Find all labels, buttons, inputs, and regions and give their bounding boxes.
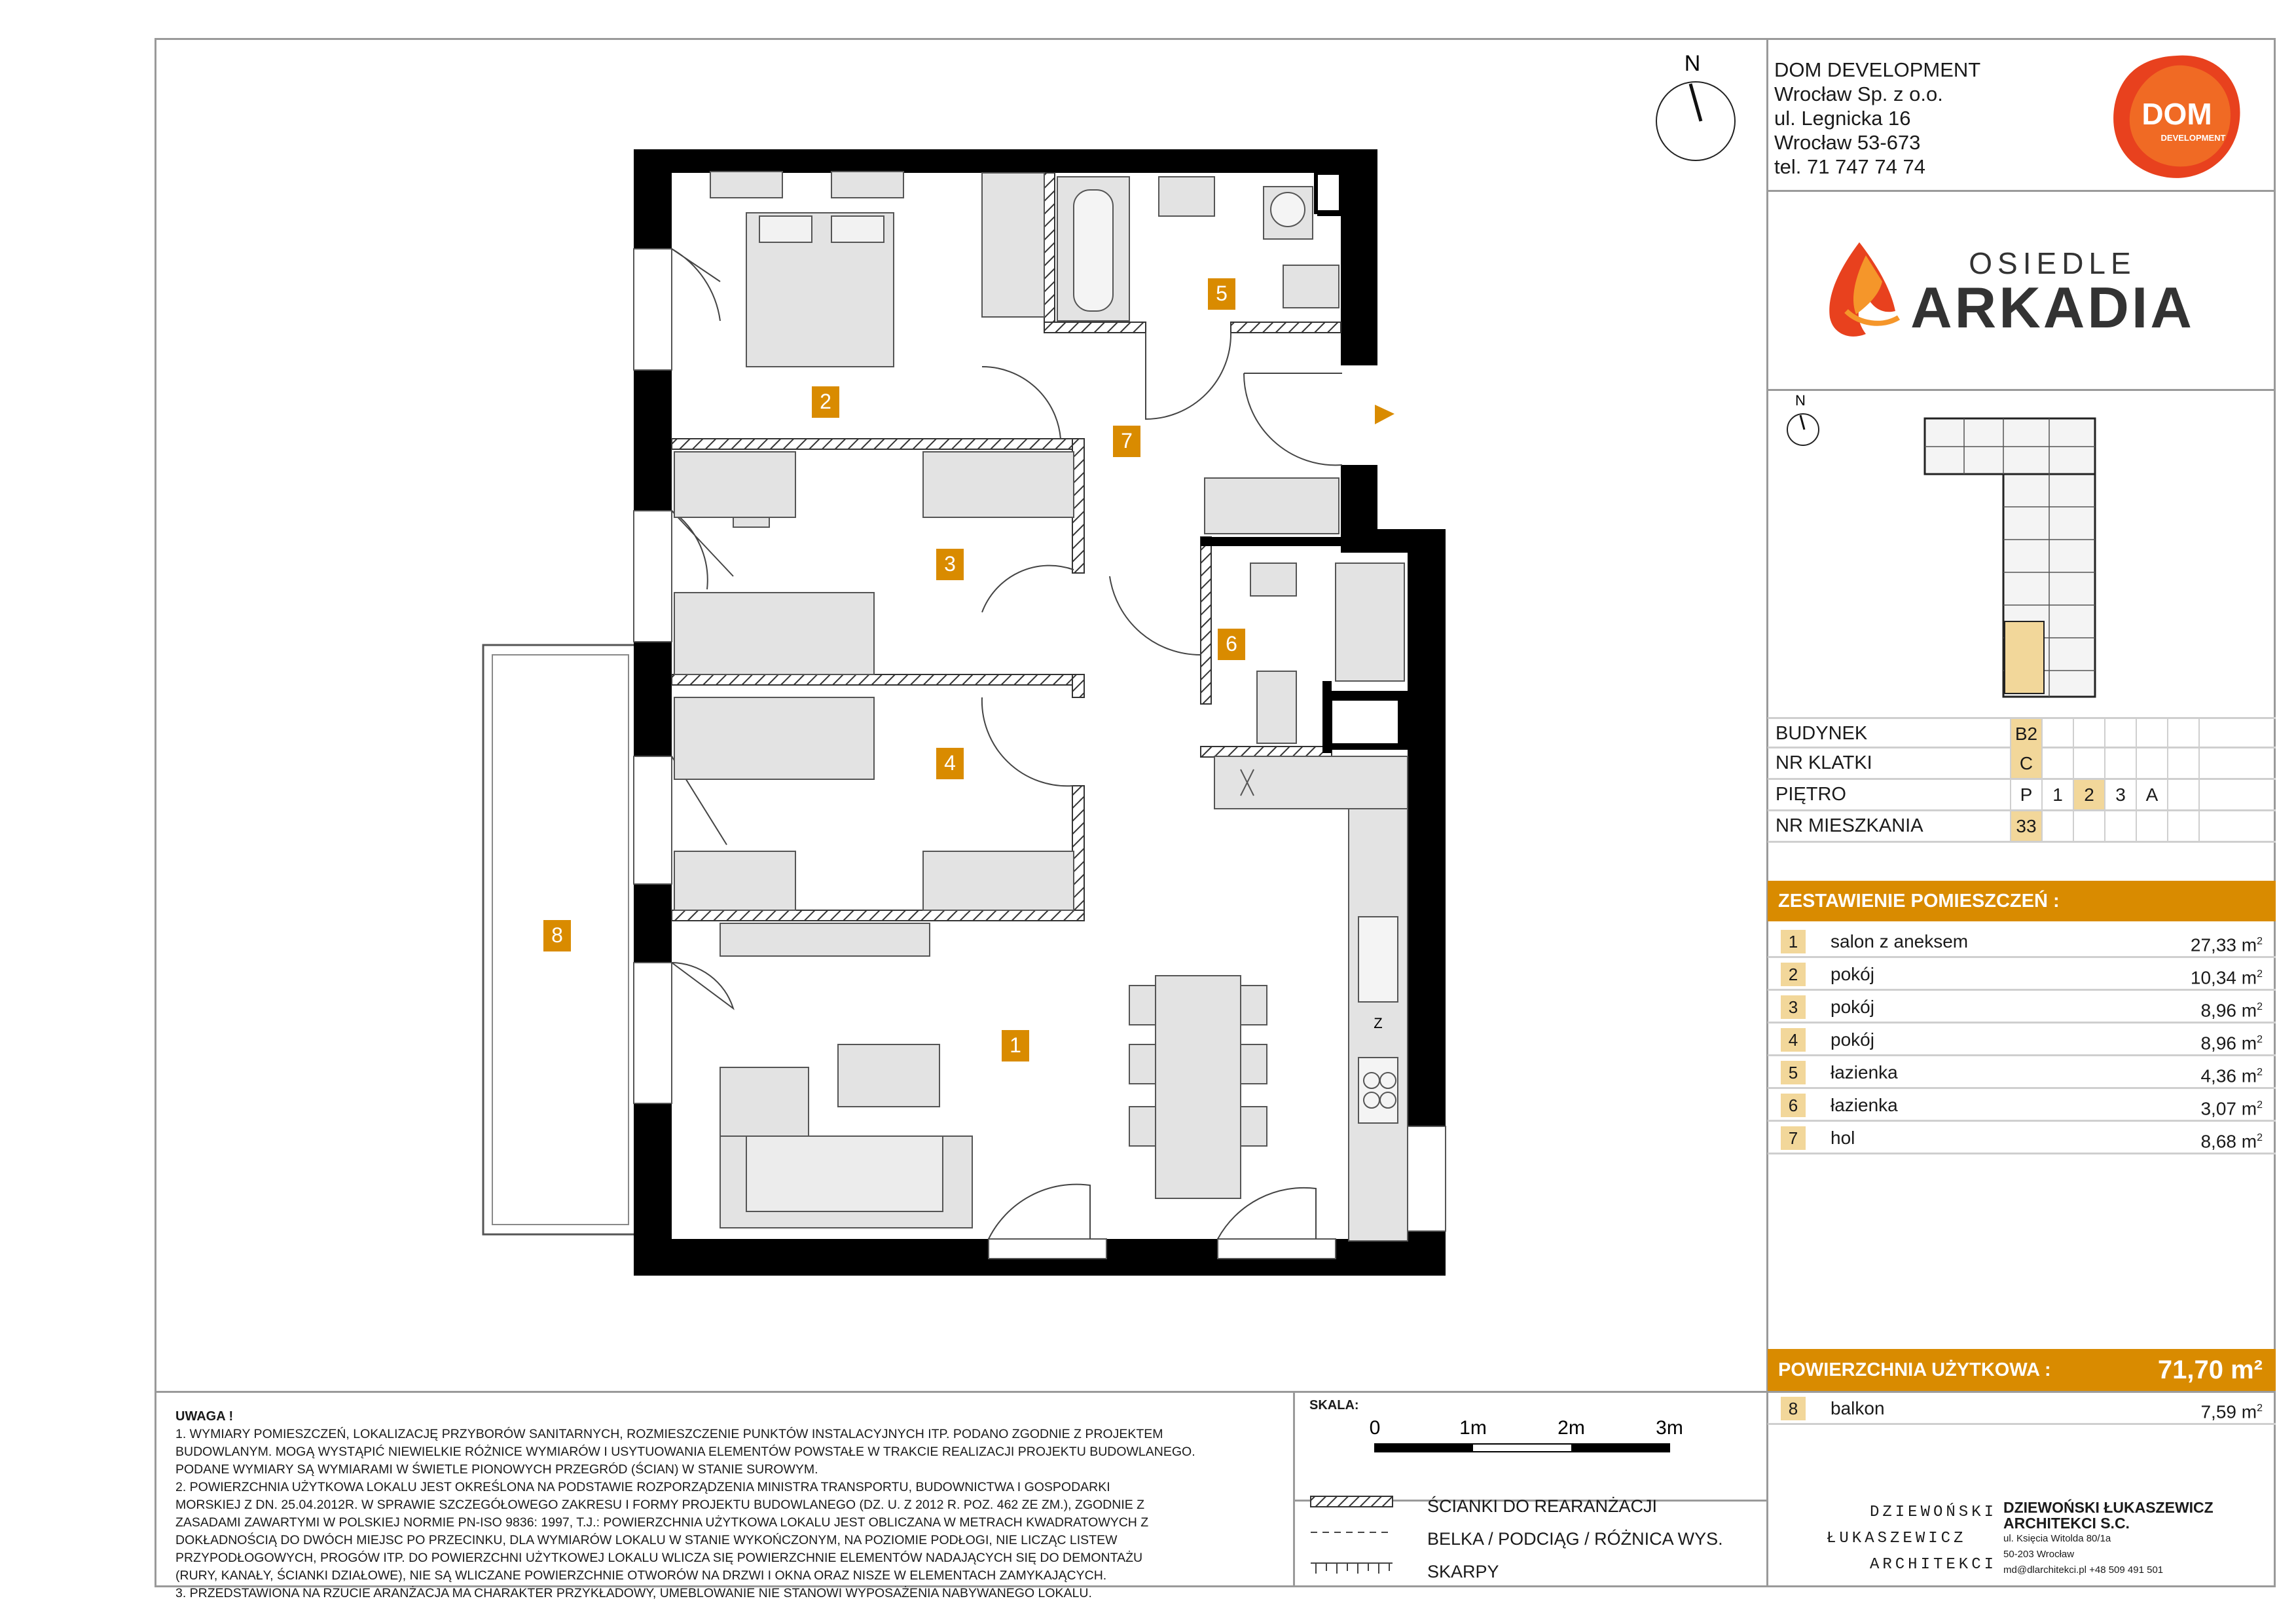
- empty-cell: [2104, 811, 2136, 841]
- architect-address: ul. Księcia Witolda 80/1a: [2003, 1533, 2111, 1544]
- entrance-marker: [1375, 405, 1394, 424]
- empty-cell: [2041, 748, 2073, 778]
- room-name: balkon: [1831, 1398, 1885, 1418]
- total-area-value: 71,70 m²: [2157, 1356, 2263, 1384]
- key-plan-north: N: [1795, 392, 1806, 409]
- apartment-value: 33: [2010, 811, 2041, 841]
- room-row: [1768, 1123, 2276, 1154]
- architect-logo-line: ŁUKASZEWICZ: [1827, 1530, 1967, 1547]
- note-line: PRZYPODŁOGOWYCH, PROGÓW ITP. DO POWIERZCHNI UŻYTKOWEJ LOKALU WLICZA SIĘ POWIERZCHNIE ELEMENTÓW NADAJĄCYCH SIĘ DO DEMONTAŻU: [175, 1551, 1143, 1565]
- room-name: pokój: [1831, 997, 1874, 1017]
- staircase-label: NR KLATKI: [1776, 752, 1872, 773]
- floor-option: 3: [2104, 780, 2136, 809]
- empty-cell: [2198, 719, 2230, 748]
- area-unit: m: [2241, 967, 2257, 988]
- dom-logo-subtext: DEVELOPMENT: [2160, 133, 2226, 143]
- shaft-5: [1316, 173, 1341, 212]
- sidebar-bottom-divider: [1766, 1391, 2276, 1393]
- room-label-1: 1: [1010, 1033, 1021, 1057]
- architect-info: [2003, 1500, 2214, 1578]
- scale-title: SKALA:: [1309, 1398, 1359, 1412]
- company-line: Wrocław Sp. z o.o.: [1774, 83, 1943, 105]
- dom-development-logo: [2105, 49, 2249, 187]
- fridge-label: Z: [1374, 1015, 1383, 1031]
- room-area-wrap: 7,59 $m^2$: [2200, 1401, 2263, 1422]
- total-area-bar: [1768, 1349, 2276, 1391]
- room-row: [1768, 927, 2276, 958]
- room-number: 1: [1781, 930, 1806, 953]
- architect-name: ARCHITEKCI S.C.: [2003, 1515, 2130, 1532]
- area-unit: m: [2241, 1401, 2257, 1422]
- info-row-floor: [1768, 780, 2276, 811]
- empty-cell: [2167, 811, 2198, 841]
- room-row: [1768, 1090, 2276, 1122]
- info-row-building: [1768, 717, 2276, 748]
- empty-cell: [2073, 811, 2104, 841]
- room-number: 8: [1781, 1397, 1806, 1420]
- staircase-value: C: [2010, 748, 2041, 778]
- room-label-5: 5: [1216, 282, 1228, 305]
- shaft: [1332, 701, 1398, 743]
- room-area: 8,96: [2200, 1033, 2236, 1054]
- note-line: 1. WYMIARY POMIESZCZEŃ, LOKALIZACJĘ PRZYBORÓW SANITARNYCH, ROZMIESZCZENIE PUNKTÓW INSTALACYJNYCH ITP. PODANO ZGODNIE Z PROJEKTEM: [175, 1427, 1163, 1441]
- empty-cell: [2198, 811, 2230, 841]
- company-info: [1774, 58, 1980, 179]
- scale-tick: 3m: [1656, 1417, 1683, 1439]
- note-line: PODANE WYMIARY SĄ WYMIARAMI W ŚWIETLE PIONOWYCH PRZEGRÓD (ŚCIAN) W STANIE SUROWYM.: [175, 1462, 818, 1477]
- room-area: 27,33: [2190, 934, 2236, 955]
- dom-logo-text: DOM: [2141, 97, 2212, 131]
- room-area: 3,07: [2200, 1098, 2236, 1119]
- legend-symbols: [1309, 1490, 1394, 1581]
- architect-block: [1827, 1500, 2246, 1578]
- area-unit: m: [2241, 1098, 2257, 1119]
- header-divider-1: [1766, 190, 2276, 192]
- architect-logo-line: DZIEWOŃSKI: [1869, 1504, 1997, 1521]
- rooms-summary-header: ZESTAWIENIE POMIESZCZEŃ :: [1768, 881, 2276, 921]
- empty-cell: [2167, 719, 2198, 748]
- company-name: DOM DEVELOPMENT: [1774, 58, 1981, 81]
- notes-title: UWAGA !: [175, 1409, 234, 1424]
- area-unit: m: [2241, 1000, 2257, 1021]
- room-number: 7: [1781, 1126, 1806, 1150]
- empty-cell: [2136, 719, 2167, 748]
- architect-logo: [1827, 1500, 1997, 1578]
- empty-cell: [2167, 780, 2198, 809]
- company-line: Wrocław 53-673: [1774, 131, 1921, 154]
- notes-divider: [155, 1391, 1766, 1393]
- legend-item: BELKA / PODCIĄG / RÓŻNICA WYS.: [1427, 1529, 1723, 1549]
- room-label-3: 3: [944, 552, 956, 576]
- room-row: [1768, 1058, 2276, 1089]
- room-label-7: 7: [1121, 429, 1133, 452]
- empty-cell: [2167, 748, 2198, 778]
- room-name: łazienka: [1831, 1062, 1898, 1082]
- empty-cell: [2041, 719, 2073, 748]
- room-area-wrap: 8,96 $m^2$: [2200, 1000, 2263, 1021]
- building-value: B2: [2010, 719, 2041, 748]
- empty-cell: [2104, 719, 2136, 748]
- empty-cell: [2198, 748, 2230, 778]
- company-line: ul. Legnicka 16: [1774, 107, 1911, 130]
- project-name-line1: OSIEDLE: [1969, 246, 2136, 280]
- note-line: MORSKIEJ Z DN. 25.04.2012R. W SPRAWIE SZCZEGÓŁOWEGO ZAKRESU I FORMY PROJEKTU BUDOWLANEGO (DZ. U. Z 2012 R. POZ. 462 ZE ZM.), ZGODNIE Z: [175, 1498, 1145, 1512]
- room-number: 4: [1781, 1028, 1806, 1052]
- architect-contact: md@dlarchitekci.pl +48 509 491 501: [2003, 1564, 2164, 1576]
- room-area-wrap: 8,96 $m^2$: [2200, 1033, 2263, 1054]
- scale-tick: 2m: [1558, 1417, 1585, 1439]
- scale-tick: 1m: [1459, 1417, 1487, 1439]
- note-line: ZASADAMI ZAWARTYMI W POLSKIEJ NORMIE PN-ISO 9836: 1997, T.J.: POWIERZCHNIA UŻYTKOWA LOKALU JEST OBLICZANA W METRACH KWADRATOWYCH Z: [175, 1515, 1149, 1530]
- scale-bar: [1362, 1414, 1702, 1460]
- empty-cell: [2073, 719, 2104, 748]
- floor-option: 1: [2041, 780, 2073, 809]
- total-area-label: POWIERZCHNIA UŻYTKOWA :: [1778, 1359, 2051, 1380]
- room-area: 8,68: [2200, 1131, 2236, 1152]
- room-row: [1768, 959, 2276, 991]
- legend-item: SKARPY: [1427, 1562, 1499, 1581]
- room-name: pokój: [1831, 964, 1874, 984]
- apartment-label: NR MIESZKANIA: [1776, 815, 1923, 836]
- company-line: tel. 71 747 74 74: [1774, 155, 1925, 178]
- room-area-wrap: 4,36 $m^2$: [2200, 1065, 2263, 1086]
- empty-cell: [2136, 811, 2167, 841]
- room-area: 8,96: [2200, 1000, 2236, 1021]
- note-line: 2. POWIERZCHNIA UŻYTKOWA LOKALU JEST OKREŚLONA NA PODSTAWIE ROZPORZĄDZENIA MINISTRA TRANSPORTU, BUDOWNICTWA I GOSPODARKI: [175, 1480, 1110, 1494]
- key-plan: [1768, 389, 2276, 716]
- room-number: 6: [1781, 1094, 1806, 1117]
- room-area-wrap: 10,34 $m^2$: [2190, 967, 2263, 988]
- east-window: [1408, 1126, 1446, 1231]
- room-name: pokój: [1831, 1029, 1874, 1050]
- floor-option: A: [2136, 780, 2167, 809]
- room-area-wrap: 3,07 $m^2$: [2200, 1098, 2263, 1119]
- note-line: BUDOWLANYM. MOGĄ WYSTĄPIĆ NIEWIELKIE RÓŻNICE WYMIARÓW I USYTUOWANIA ELEMENTÓW POWSTAŁE W TRAKCIE REALIZACJI PROJEKTU BUDOWLANEGO.: [175, 1445, 1195, 1459]
- empty-cell: [2136, 748, 2167, 778]
- note-line: DOKŁADNOŚCIĄ DO DWÓCH MIEJSC PO PRZECINKU, DLA WYMIARÓW LOKALU W STANIE WYKOŃCZONYM, NA POZIOMIE PODŁOGI, NIE LICZĄC LISTEW: [175, 1533, 1118, 1547]
- note-line: (RURY, KANAŁY, ŚCIANKI DZIAŁOWE), NIE SĄ WLICZANE POWIERZCHNIE OTWORÓW NA DRZWI I OKNA ORAZ NISZE W ELEMENTACH ZAMYKAJĄCYCH.: [175, 1568, 1107, 1583]
- note-line: 3. PRZEDSTAWIONA NA RZUCIE ARANŻACJA MA CHARAKTER PRZYKŁADOWY, UMEBLOWANIE NIE STANOWI WYPOSAŻENIA NABYWANEGO LOKALU.: [175, 1586, 1092, 1600]
- north-label: N: [1684, 51, 1701, 76]
- empty-cell: [2041, 811, 2073, 841]
- empty-cell: [2104, 748, 2136, 778]
- architect-logo-line: ARCHITEKCI: [1869, 1556, 1997, 1574]
- area-unit: m: [2241, 1033, 2257, 1054]
- architect-address: 50-203 Wrocław: [2003, 1549, 2075, 1560]
- info-row-apartment: [1768, 811, 2276, 843]
- room-label-2: 2: [820, 390, 831, 413]
- room-row: [1768, 1025, 2276, 1056]
- legend-item: ŚCIANKI DO REARANŻACJI: [1427, 1496, 1658, 1516]
- notes: [175, 1408, 1256, 1602]
- room-number: 2: [1781, 963, 1806, 986]
- north-arrow: [1656, 51, 1735, 160]
- empty-cell: [2073, 748, 2104, 778]
- area-unit: m: [2241, 934, 2257, 955]
- floor-option-selected: 2: [2073, 780, 2104, 809]
- area-unit: m: [2241, 1131, 2257, 1152]
- room-area: 4,36: [2200, 1065, 2236, 1086]
- room-label-6: 6: [1226, 632, 1237, 655]
- room-label-4: 4: [944, 751, 956, 775]
- room-area-wrap: 27,33 $m^2$: [2190, 934, 2263, 955]
- room-name: salon z aneksem: [1831, 931, 1969, 951]
- project-name-line2: ARKADIA: [1910, 275, 2195, 340]
- room-name: łazienka: [1831, 1095, 1898, 1115]
- room-number: 5: [1781, 1061, 1806, 1084]
- scale-tick: 0: [1369, 1417, 1381, 1439]
- arkadia-logo: [1820, 236, 2226, 347]
- room-label-8: 8: [551, 923, 563, 947]
- architect-name: DZIEWOŃSKI ŁUKASZEWICZ: [2003, 1499, 2214, 1516]
- info-row-staircase: [1768, 748, 2276, 780]
- area-unit: m: [2241, 1065, 2257, 1086]
- empty-cell: [2198, 780, 2230, 809]
- room-area-wrap: 8,68 $m^2$: [2200, 1131, 2263, 1152]
- room-number: 3: [1781, 995, 1806, 1019]
- floor-option: P: [2010, 780, 2041, 809]
- room-row: [1768, 992, 2276, 1024]
- floor-label: PIĘTRO: [1776, 784, 1846, 805]
- building-label: BUDYNEK: [1776, 723, 1868, 744]
- balcony-row: [1768, 1393, 2276, 1425]
- key-plan-apartment-highlight: [2005, 621, 2044, 693]
- notes-legend-divider: [1293, 1391, 1295, 1587]
- room-area: 10,34: [2190, 967, 2236, 988]
- room-name: hol: [1831, 1128, 1855, 1148]
- room-area: 7,59: [2200, 1401, 2236, 1422]
